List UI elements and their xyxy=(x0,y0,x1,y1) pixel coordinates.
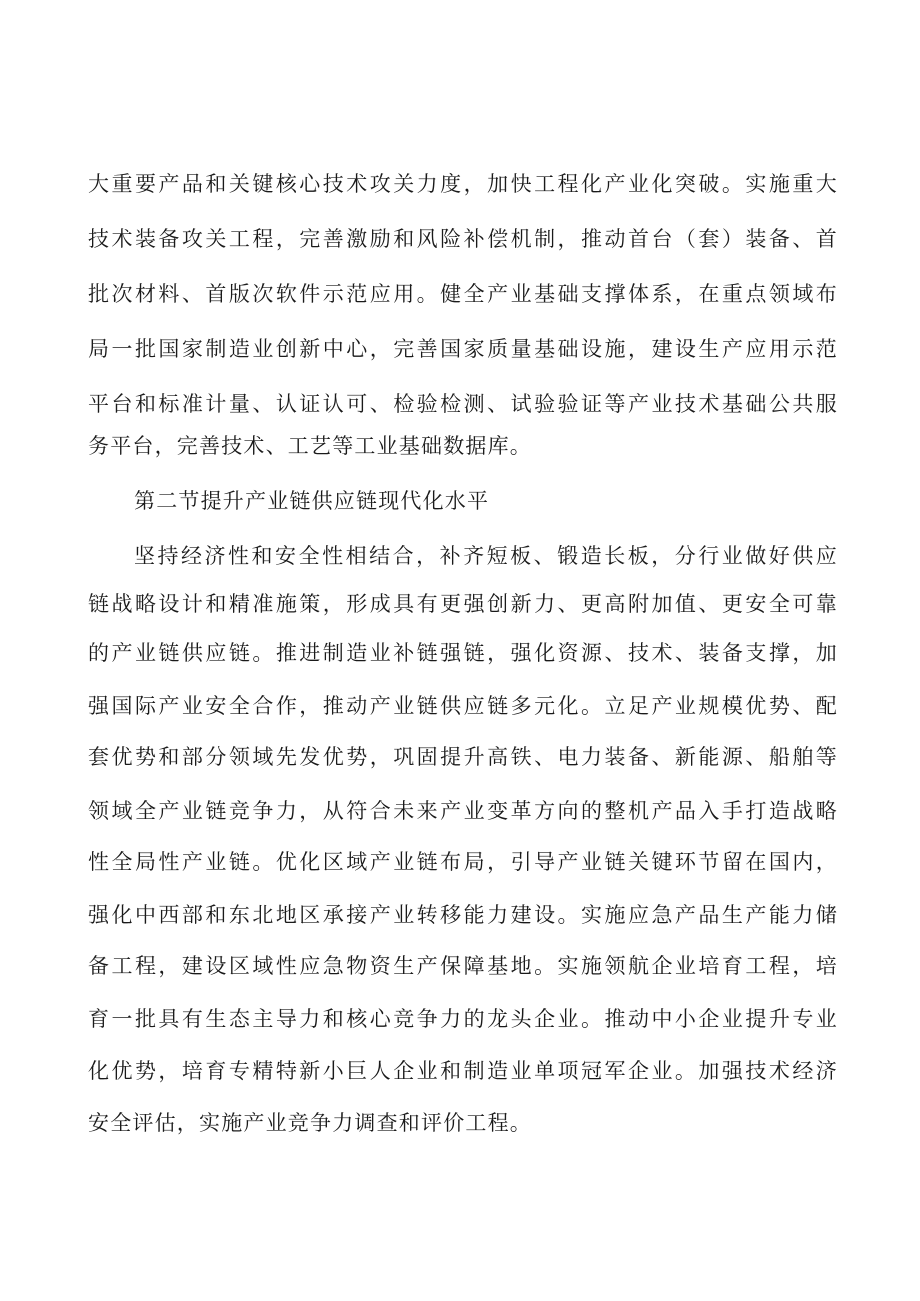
text-line: 性全局性产业链。优化区域产业链布局，引导产业链关键环节留在国内， xyxy=(88,850,838,874)
text-line: 的产业链供应链。推进制造业补链强链，强化资源、技术、装备支撑，加 xyxy=(88,641,838,665)
text-line: 领域全产业链竞争力，从符合未来产业变革方向的整机产品入手打造战略 xyxy=(88,799,838,823)
text-line: 务平台，完善技术、工艺等工业基础数据库。 xyxy=(88,434,532,458)
text-line: 链战略设计和精准施策，形成具有更强创新力、更高附加值、更安全可靠 xyxy=(88,592,838,616)
text-line: 局一批国家制造业创新中心，完善国家质量基础设施，建设生产应用示范 xyxy=(88,337,838,361)
text-line: 备工程，建设区域性应急物资生产保障基地。实施领航企业培育工程，培 xyxy=(88,954,838,978)
text-line: 坚持经济性和安全性相结合，补齐短板、锻造长板，分行业做好供应 xyxy=(134,544,838,568)
text-line: 批次材料、首版次软件示范应用。健全产业基础支撑体系，在重点领域布 xyxy=(88,282,838,306)
text-line: 育一批具有生态主导力和核心竞争力的龙头企业。推动中小企业提升专业 xyxy=(88,1007,838,1031)
text-line: 强化中西部和东北地区承接产业转移能力建设。实施应急产品生产能力储 xyxy=(88,903,838,927)
section-heading: 第二节提升产业链供应链现代化水平 xyxy=(134,489,490,513)
text-line: 强国际产业安全合作，推动产业链供应链多元化。立足产业规模优势、配 xyxy=(88,694,838,718)
text-line: 化优势，培育专精特新小巨人企业和制造业单项冠军企业。加强技术经济 xyxy=(88,1059,838,1083)
text-line: 套优势和部分领域先发优势，巩固提升高铁、电力装备、新能源、船舶等 xyxy=(88,745,838,769)
text-line: 安全评估，实施产业竞争力调查和评价工程。 xyxy=(88,1111,532,1135)
text-line: 平台和标准计量、认证认可、检验检测、试验验证等产业技术基础公共服 xyxy=(88,392,838,416)
text-line: 技术装备攻关工程，完善激励和风险补偿机制，推动首台（套）装备、首 xyxy=(88,227,838,251)
text-line: 大重要产品和关键核心技术攻关力度，加快工程化产业化突破。实施重大 xyxy=(88,172,838,196)
